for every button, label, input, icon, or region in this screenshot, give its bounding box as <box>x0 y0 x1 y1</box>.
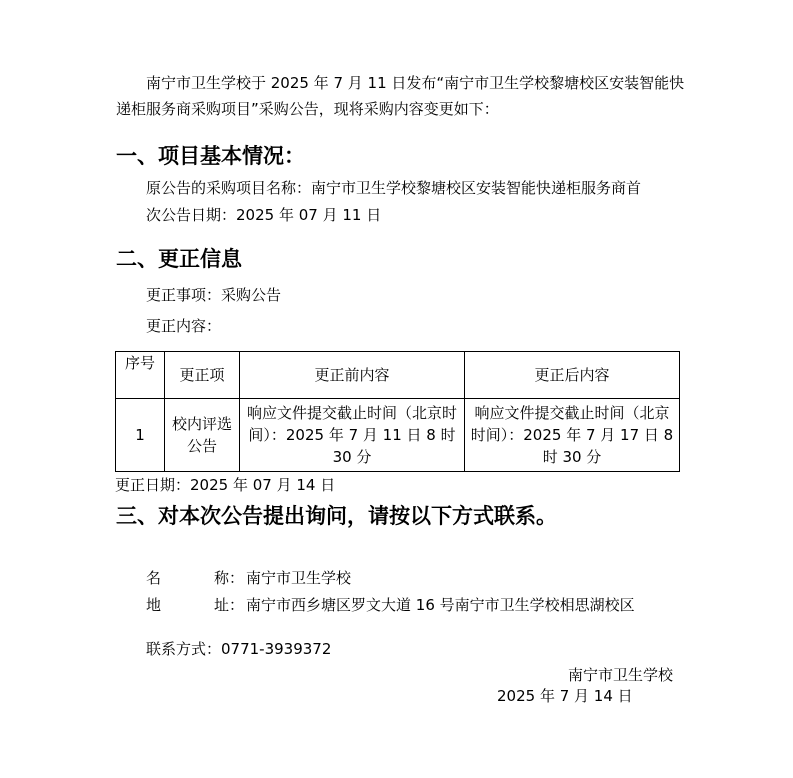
signature-date: 2025 年 7 月 14 日 <box>497 687 633 705</box>
table-header-row <box>116 352 680 399</box>
contact-phone: 联系方式：0771-3939372 <box>146 640 332 658</box>
cell-before: 响应文件提交截止时间（北京时间）：2025 年 7 月 11 日 8 时 30 分 <box>240 399 465 472</box>
intro-paragraph: 南宁市卫生学校于 2025 年 7 月 11 日发布“南宁市卫生学校黎塘校区安装智能快递柜服务商采购项目”采购公告，现将采购内容变更如下： <box>116 74 685 118</box>
name-label-char-2: 称： <box>214 569 245 587</box>
address-label-char-1: 地 <box>146 596 162 614</box>
signature-org: 南宁市卫生学校 <box>568 666 674 684</box>
cell-no: 1 <box>116 399 165 472</box>
section-heading-basic-info: 一、项目基本情况： <box>116 143 305 168</box>
header-before: 更正前内容 <box>240 352 465 399</box>
correction-item-line: 更正事项：采购公告 <box>146 286 282 304</box>
cell-item: 校内评选公告 <box>165 399 240 472</box>
project-name-line: 原公告的采购项目名称：南宁市卫生学校黎塘校区安装智能快递柜服务商首 <box>146 179 642 197</box>
correction-table <box>115 351 680 472</box>
correction-content-label: 更正内容： <box>146 317 222 335</box>
section-heading-correction: 二、更正信息 <box>116 246 242 271</box>
table-row <box>116 399 680 472</box>
address-label-char-2: 址： <box>214 596 245 614</box>
name-label-char-1: 名 <box>146 569 162 587</box>
section-heading-contact: 三、对本次公告提出询问，请按以下方式联系。 <box>116 503 557 528</box>
correction-date: 更正日期：2025 年 07 月 14 日 <box>115 476 336 494</box>
announcement-date-line: 次公告日期：2025 年 07 月 11 日 <box>146 206 382 224</box>
contact-name-value: 南宁市卫生学校 <box>246 569 352 587</box>
header-no: 序号 <box>116 352 165 399</box>
header-after: 更正后内容 <box>465 352 680 399</box>
contact-address-value: 南宁市西乡塘区罗文大道 16 号南宁市卫生学校相思湖校区 <box>246 596 635 614</box>
cell-after: 响应文件提交截止时间（北京时间）：2025 年 7 月 17 日 8 时 30 分 <box>465 399 680 472</box>
header-item: 更正项 <box>165 352 240 399</box>
